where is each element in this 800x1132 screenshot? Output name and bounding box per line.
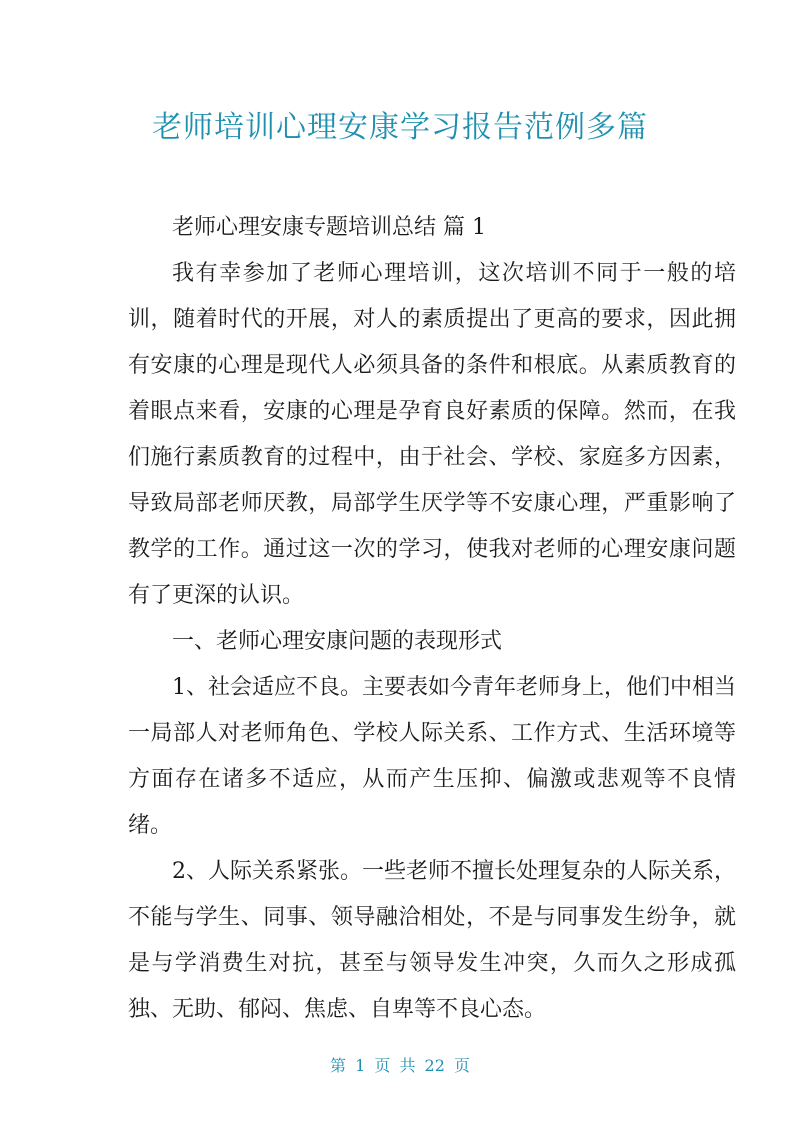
intro-paragraph: 我有幸参加了老师心理培训，这次培训不同于一般的培训，随着时代的开展，对人的素质提出了更高的要求，因此拥有安康的心理是现代人必须具备的条件和根底。从素质教育的着眼点来看，安康的心理是孕育良好素质的保障。然而，在我们施行素质教育的过程中，由于社会、学校、家庭多方因素，导致局部老师厌教，局部学生厌学等不安康心理，严重影响了教学的工作。通过这一次的学习，使我对老师的心理安康问题有了更深的认识。: [128, 261, 736, 608]
subheading-manifestations: 一、老师心理安康问题的表现形式: [172, 629, 503, 654]
document-title: 老师培训心理安康学习报告范例多篇: [152, 110, 648, 145]
point-social-adaptation: 1、社会适应不良。主要表如今青年老师身上，他们中相当一局部人对老师角色、学校人际关系、工作方式、生活环境等方面存在诸多不适应，从而产生压抑、偏激或悲观等不良情绪。: [128, 675, 736, 838]
point-interpersonal-relations: 2、人际关系紧张。一些老师不擅长处理复杂的人际关系，不能与学生、同事、领导融洽相处，不是与同事发生纷争，就是与学消费生对抗，甚至与领导发生冲突，久而久之形成孤独、无助、郁闷、焦虑、自卑等不良心态。: [128, 859, 736, 1022]
section-heading: 老师心理安康专题培训总结 篇 1: [172, 215, 486, 240]
document-body: [128, 205, 736, 1033]
page-number-footer: 第 1 页 共 22 页: [330, 1056, 470, 1075]
